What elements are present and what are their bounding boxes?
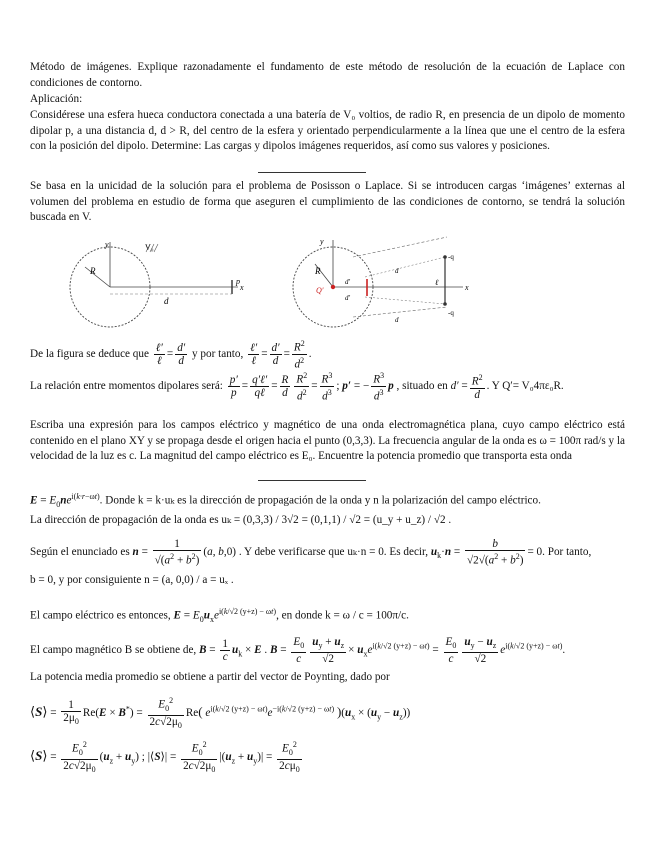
label-p: p [236, 277, 240, 286]
deduction-line: De la figura se deduce que $\frac{\text{ℓ′}}{\text{ℓ}}$ = $\frac{d'}{d}$ y por tanto, $\frac{\text{ℓ′}}{\text{ℓ}}$ = $\frac{d'}{d}$ = $\frac{R^2}{d^2}$ . [30, 339, 312, 371]
poynting-result-line: ⟨S⟩ = $\frac{E_0^2}{2c√2\mu_0}$ $(u_z + u_y)$ ; |⟨S⟩| = $\frac{E_0^2}{2c√2\mu_0}$ $|(u_z + u_y)|$ = $\frac{E_0^2}{2c\mu_0}$ [30, 740, 300, 775]
label-Vo: V₀ [145, 243, 154, 252]
application-text: Considérese una esfera hueca conductora conectada a una batería de V₀ voltios, de radio R, en presencia de un dipolo de momento dipolar p, a una distancia d, d > R, del centro de la esfera y orientado perpendicularmente a la línea que une el centro de la esfera con la posición del dipolo. Determine: Las cargas y dipolos imágenes requeridos, así como sus valores y posiciones. [30, 109, 625, 152]
poynting-average-line: ⟨S⟩ = $\frac{1}{2\mu_0}$ Re(E × B*) = $\frac{E_0^2}{2c√2\mu_0}$ Re( $e^{i(k/√2 (y+z) - \omega t)}e^{-i(k/√2 (y+z) - \omega t)}$ )$(u_x \times (u_y - u_z))$ [30, 696, 411, 731]
field-expression-line: $E = E_0ne^{i(k\cdot r-\omega t)}$. Donde k = k·uₖ es la dirección de propagación de la onda y n la polarización del campo eléctrico. [30, 492, 541, 509]
image-charge-Q [331, 285, 335, 289]
figure-image-dipoles [285, 232, 485, 332]
polarization-result-line: b = 0, y por consiguiente n = (a, 0,0) / a = uₓ . [30, 574, 234, 586]
problem2-statement: Escriba una expresión para los campos eléctrico y magnético de una onda electromagnética plana, cuyo campo eléctrico está contenido en el plano XY y se propaga desde el origen hacia el punto (0,3,3). La frecuencia angular de la onda es ω = 100π rad/s y la velocidad de la luz es c. La magnitud del campo eléctrico es E₀. Encuentre la potencia promedio que transporta esta onda [30, 419, 625, 462]
label-x: x [240, 283, 244, 292]
label-q-minus: -q [448, 253, 454, 261]
figure-sphere-dipole [60, 232, 270, 332]
label-R: R [90, 266, 96, 276]
propagation-direction-line: La dirección de propagación de la onda es uₖ = (0,3,3) / 3√2 = (0,1,1) / √2 = (u_y + u_z) / √2 . [30, 514, 452, 526]
radius-line [85, 267, 110, 287]
label-q-plus: -q [448, 309, 454, 317]
problem1-statement: Método de imágenes. Explique razonadamente el fundamento de este método de resolución de la ecuación de Laplace con condiciones de contorno. [30, 61, 625, 89]
dipole-relation-line: La relación entre momentos dipolares será: $\frac{p'}{p}$ = $\frac{\text{q′ℓ′}}{\text{qℓ}}$ = $\frac{R}{d}$ $\frac{R^2}{d^2}$ = $\frac{R^3}{d^3}$ ; p′ = − $\frac{R^3}{d^3}$ p , situado en d′ = $\frac{R^2}{d}$ . Y Q′= V₀4πε₀R. [30, 371, 564, 403]
label-d: d [164, 296, 169, 306]
electric-field-line: El campo eléctrico es entonces, $E = E_0u_xe^{i(k/√2 (y+z) - \omega t)}$, en donde k = ω / c = 100π/c. [30, 607, 409, 624]
svg-text:x: x [465, 283, 469, 292]
svg-text:ℓ: ℓ [435, 278, 439, 287]
svg-text:d: d [395, 316, 399, 324]
label-y: y [105, 240, 109, 249]
magnetic-field-line: El campo magnético B se obtiene de, B = $\frac{1}{c}$ $u_k \times E$ . B = $\frac{E_0}{c}$ $\frac{u_y + u_z}{√2}$ × $u_xe^{i(k/√2 (y+z) - \omega t)}$ = $\frac{E_0}{c}$ $\frac{u_y - u_z}{√2}$ $e^{i(k/√2 (y+z) - \omega t)}$. [30, 636, 566, 666]
application-label: Aplicación: [30, 93, 83, 105]
separator-1 [258, 172, 366, 173]
polarization-line: Según el enunciado es n = $\frac{1}{√(a^2 + b^2)}$ (a, b,0) . Y debe verificarse que uₖ·n = 0. Es decir, $u_k\cdot n$ = $\frac{b}{√2√(a^2 + b^2)}$ = 0. Por tanto, [30, 538, 592, 567]
svg-text:d: d [395, 267, 399, 275]
separator-2 [258, 480, 366, 481]
svg-text:R: R [315, 266, 321, 276]
svg-text:y: y [320, 237, 324, 246]
poynting-intro-line: La potencia media promedio se obtiene a partir del vector de Poynting, dado por [30, 671, 390, 683]
svg-text:d′: d′ [345, 294, 351, 302]
svg-text:d′: d′ [345, 278, 351, 286]
problem1-answer: Se basa en la unicidad de la solución para el problema de Posisson o Laplace. Si se introducen cargas ‘imágenes’ externas al volumen del problema en estudio de forma que aseguren el cumplimiento de las condiciones de contorno, se tendrá la solución buscada en V. [30, 180, 625, 223]
label-Qprime: Q′ [316, 286, 324, 295]
